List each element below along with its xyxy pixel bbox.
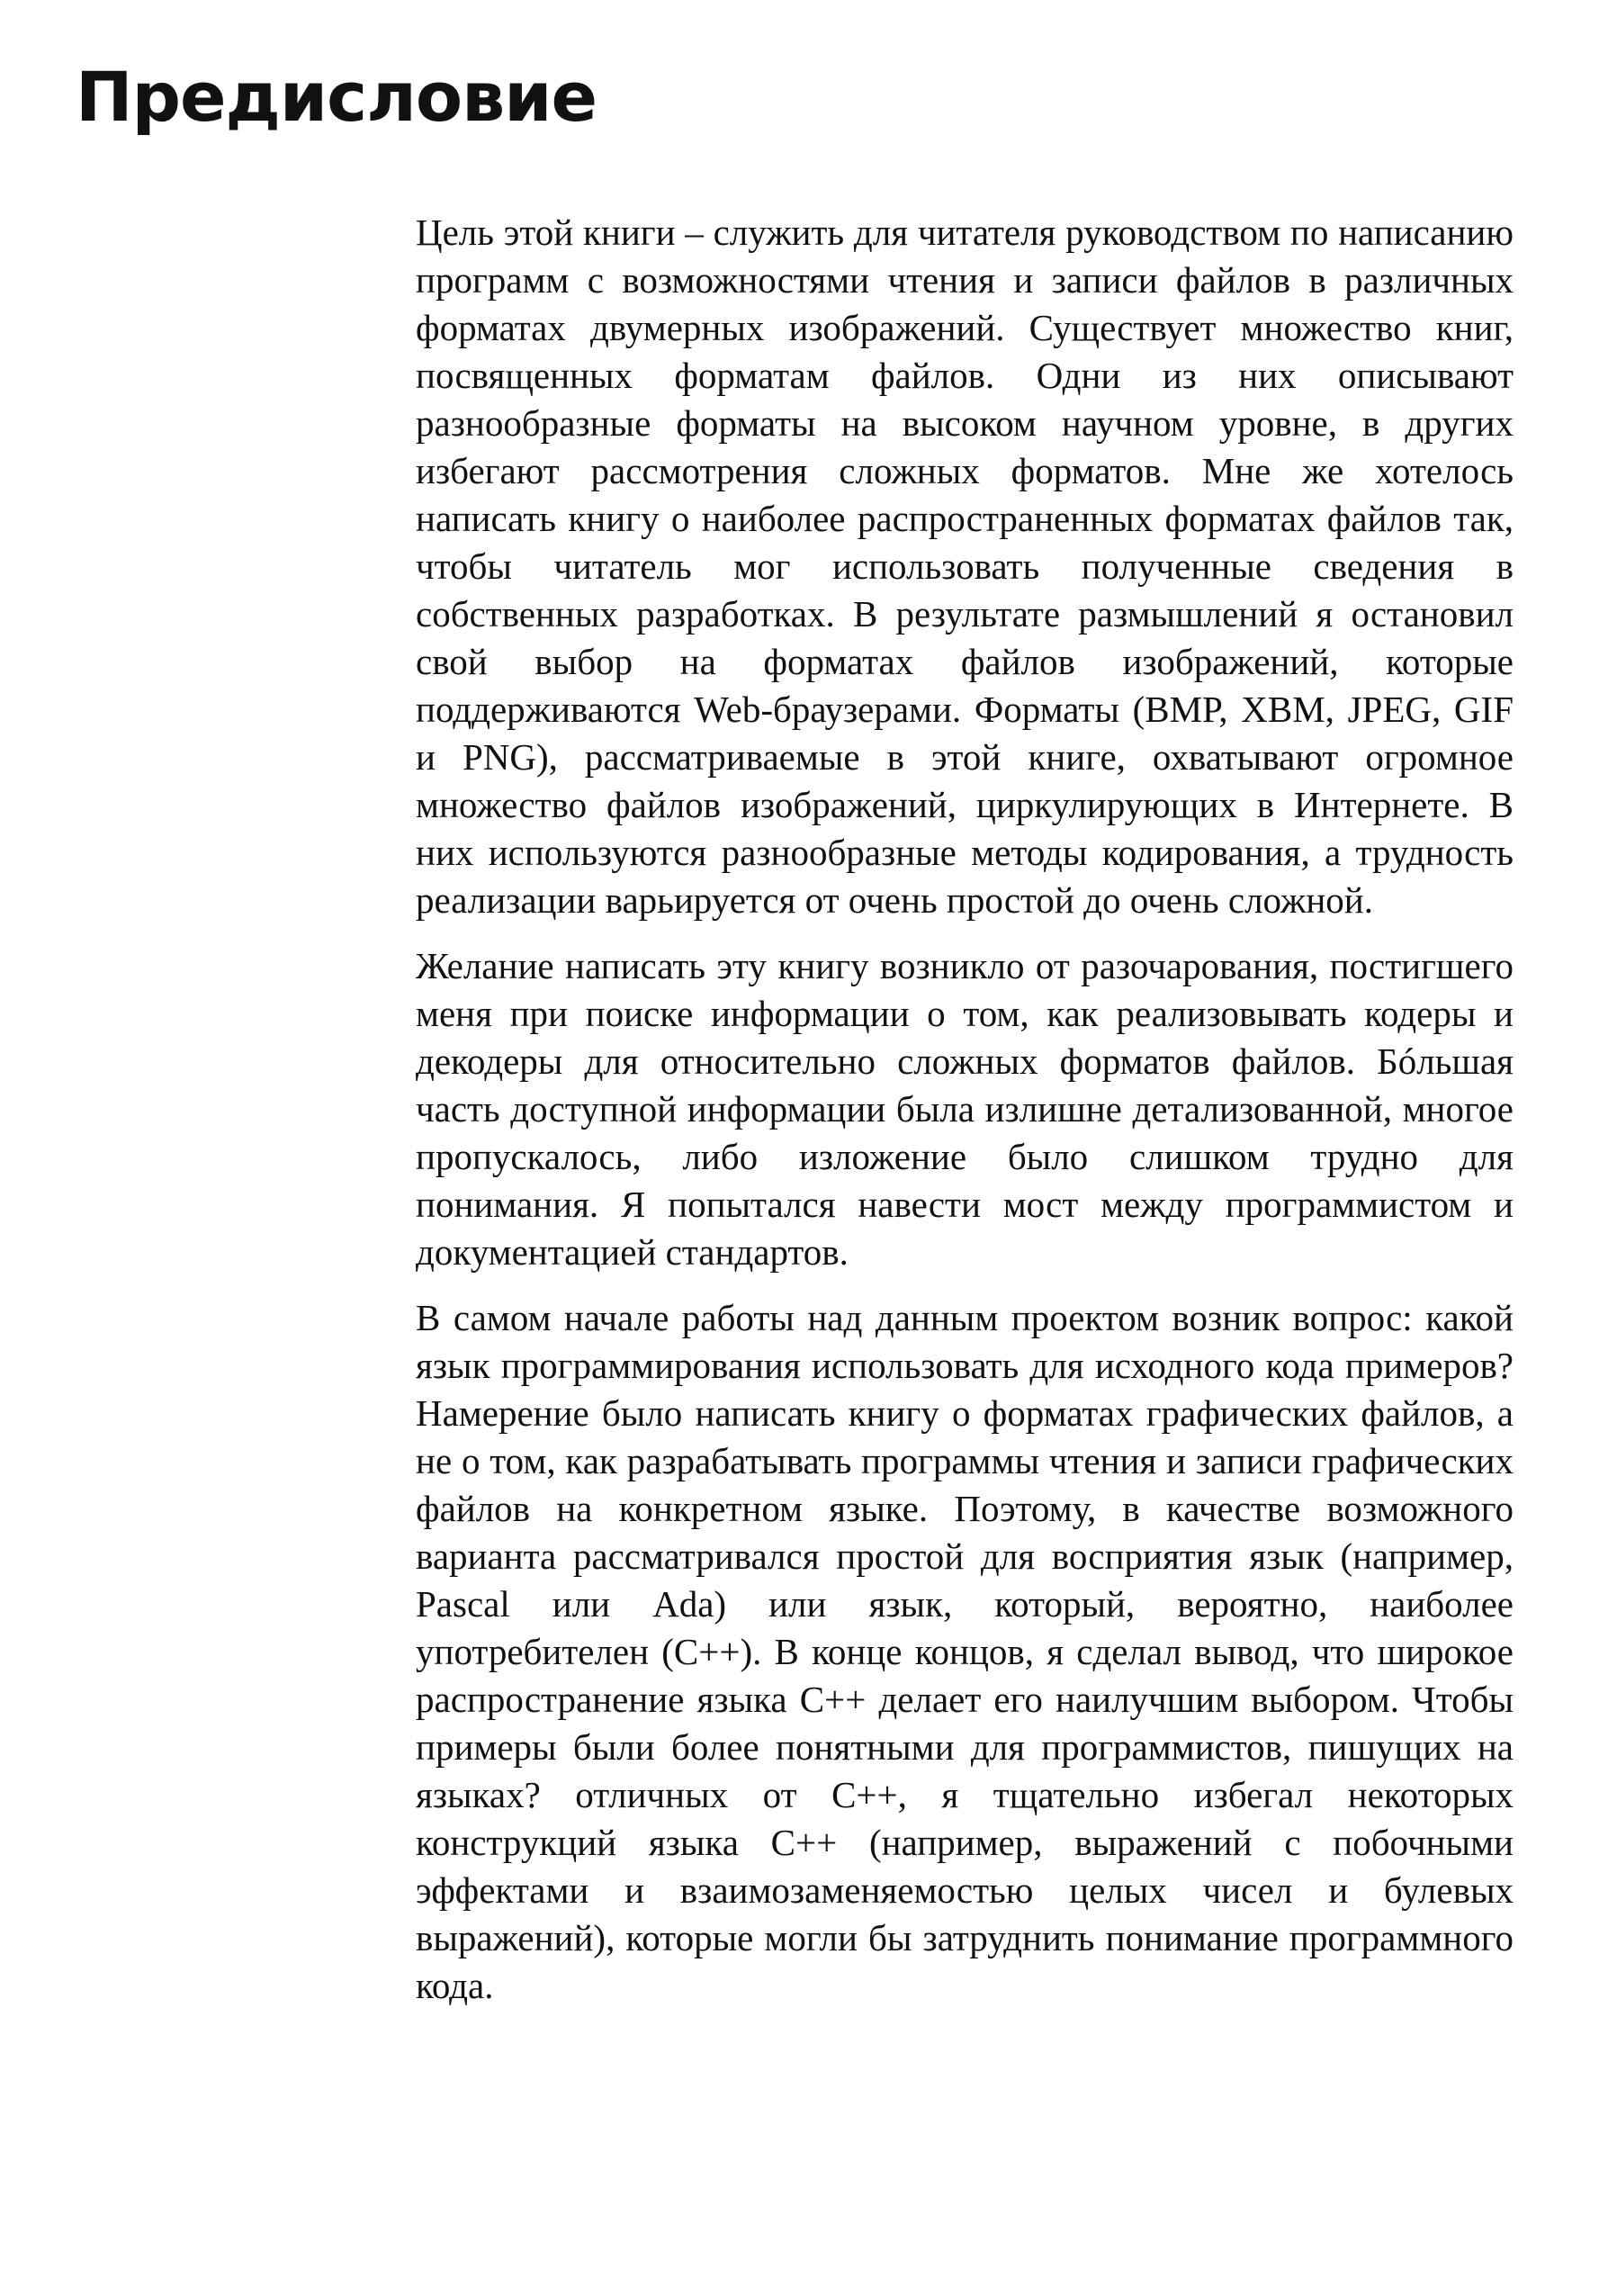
chapter-title: Предисловие [76, 57, 597, 137]
paragraph-2: Желание написать эту книгу возникло от разочарования, постигшего меня при поиске информации о том, как реализовывать кодеры и декодеры для относительно сложных форматов файлов. Бóльшая часть доступной информации была излишне детализованной, многое пропускалось, либо изложение было слишком трудно для понимания. Я попытался навести мост между программистом и документацией стандартов. [416, 945, 1514, 1273]
body-text [416, 209, 1514, 2028]
paragraph-1: Цель этой книги – служить для читателя руководством по написанию программ с возможностями чтения и записи файлов в различных форматах двумерных изображений. Существует множество книг, посвященных форматам файлов. Одни из них описывают разнообразные форматы на высоком научном уровне, в других избегают рассмотрения сложных форматов. Мне же хотелось написать книгу о наиболее распространенных форматах файлов так, чтобы читатель мог использовать полученные сведения в собственных разработках. В результате размышлений я остановил свой выбор на форматах файлов изображений, которые поддерживаются Web-браузерами. Форматы (BMP, XBM, JPEG, GIF и PNG), рассматриваемые в этой книге, охватывают огромное множество файлов изображений, циркулирующих в Интернете. В них используются разнообразные методы кодирования, а трудность реализации варьируется от очень простой до очень сложной. [416, 212, 1514, 921]
paragraph-3: В самом начале работы над данным проектом возник вопрос: какой язык программирования использовать для исходного кода примеров? Намерение было написать книгу о форматах графических файлов, а не о том, как разрабатывать программы чтения и записи графических файлов на конкретном языке. Поэтому, в качестве возможного варианта рассматривался простой для восприятия язык (например, Pascal или Ada) или язык, который, вероятно, наиболее употребителен (C++). В конце концов, я сделал вывод, что широкое распространение языка C++ делает его наилучшим выбором. Чтобы примеры были более понятными для программистов, пишущих на языках? отличных от C++, я тщательно избегал некоторых конструкций языка C++ (например, выражений с побочными эффектами и взаимозаменяемостью целых чисел и булевых выражений), которые могли бы затруднить понимание программного кода. [416, 1297, 1514, 2006]
